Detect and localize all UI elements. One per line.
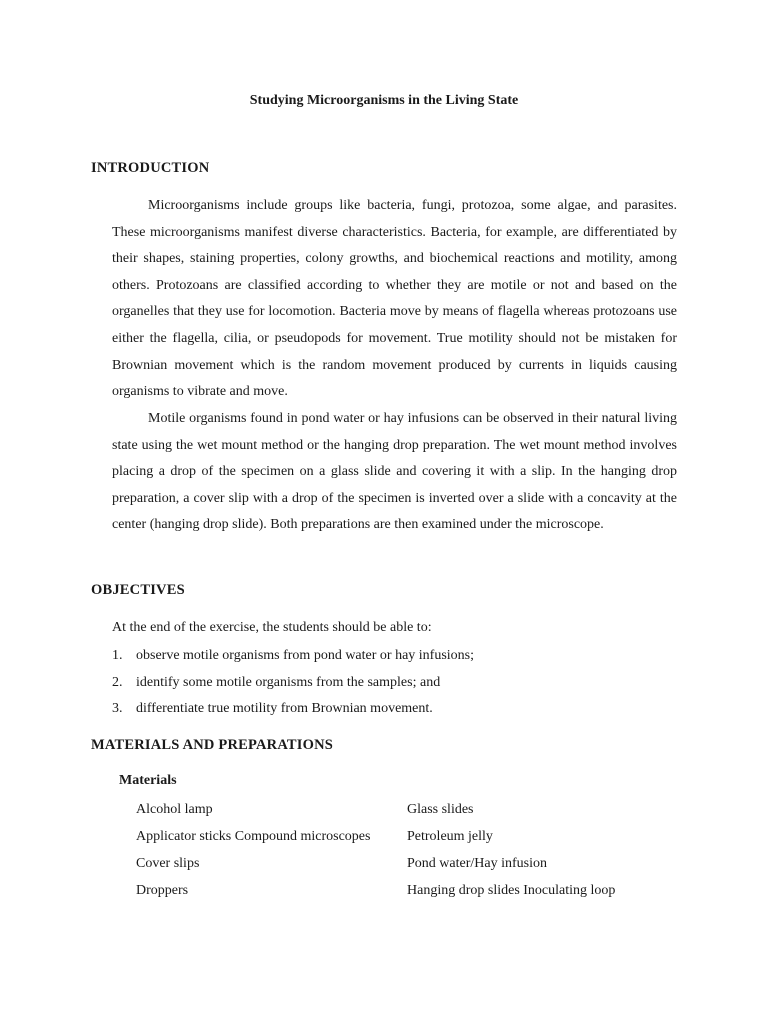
objectives-intro: At the end of the exercise, the students should be able to:: [112, 620, 432, 635]
material-item: Applicator sticks Compound microscopes: [136, 829, 371, 844]
introduction-paragraph-1: Microorganisms include groups like bacteria, fungi, protozoa, some algae, and parasites. These microorganisms manifest diverse characteristics. Bacteria, for example, are differentiated by their shapes, staining properties, colony growths, and biochemical reactions and motility, among others. Protozoans are classified according to whether they are motile or not and based on the organelles that they use for locomotion. Bacteria move by means of flagella whereas protozoans use either the flagella, cilia, or pseudopods for movement. True motility should not be mistaken for Brownian movement which is the random movement produced by currents in liquids causing organisms to vibrate and move.: [112, 198, 677, 400]
material-item: Petroleum jelly: [407, 829, 493, 844]
materials-row: [136, 796, 656, 823]
material-item: Glass slides: [407, 802, 474, 817]
materials-row: [136, 823, 656, 850]
list-item-text: identify some motile organisms from the samples; and: [136, 674, 441, 690]
materials-preparations-heading: MATERIALS AND PREPARATIONS: [91, 737, 334, 753]
list-item: [112, 670, 474, 697]
introduction-heading: INTRODUCTION: [91, 160, 210, 176]
list-item-number: 3.: [112, 701, 123, 717]
list-item: [112, 643, 474, 670]
material-item: Pond water/Hay infusion: [407, 856, 547, 871]
objectives-heading: OBJECTIVES: [91, 582, 185, 598]
material-item: Droppers: [136, 883, 189, 898]
materials-row: [136, 850, 656, 877]
materials-list: [136, 796, 656, 904]
list-item-number: 2.: [112, 674, 123, 690]
list-item-text: differentiate true motility from Brownian movement.: [136, 701, 433, 717]
materials-subheading: Materials: [119, 773, 177, 788]
list-item-text: observe motile organisms from pond water or hay infusions;: [136, 648, 475, 663]
introduction-paragraph-2: Motile organisms found in pond water or hay infusions can be observed in their natural living state using the wet mount method or the hanging drop preparation. The wet mount method involves placing a drop of the specimen on a glass slide and covering it with a slip. In the hanging drop preparation, a cover slip with a drop of the specimen is inverted over a slide with a concavity at the center (hanging drop slide). Both preparations are then examined under the microscope.: [112, 411, 677, 533]
material-item: Alcohol lamp: [136, 802, 213, 817]
materials-row: [136, 877, 656, 904]
list-item-number: 1.: [112, 648, 123, 663]
document-title: Studying Microorganisms in the Living State: [249, 93, 519, 108]
objectives-list: [112, 643, 474, 723]
material-item: Cover slips: [136, 856, 200, 871]
list-item: [112, 696, 474, 723]
material-item: Hanging drop slides Inoculating loop: [407, 883, 616, 898]
